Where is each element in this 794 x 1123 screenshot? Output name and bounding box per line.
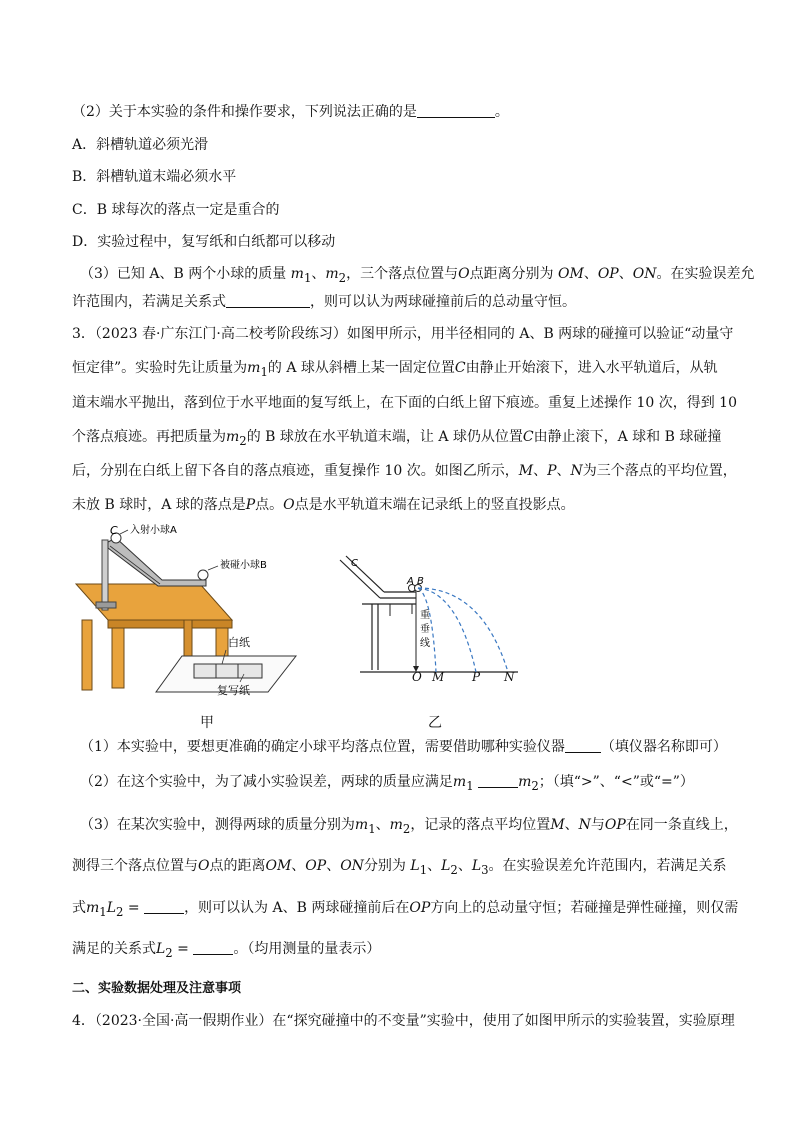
table-leg: [82, 620, 92, 690]
answer-blank[interactable]: [565, 738, 601, 753]
problem-3-line1: 3．（2023 春·广东江门·高二校考阶段练习）如图甲所示，用半径相同的 A、B 两球的碰撞可以验证“动量守: [72, 326, 734, 342]
option-a: A．斜槽轨道必须光滑: [72, 137, 209, 153]
figure-yi-diagram: [332, 556, 532, 686]
sub-question-3-line1: （3）在某次实验中，测得两球的质量分别为$m_1$、$m_2$，记录的落点平均位置M、N与OP在同一条直线上，: [80, 817, 738, 836]
label-ab: A B: [407, 576, 424, 587]
label-target-ball: 被碰小球B: [220, 560, 267, 571]
sub-question-1: （1）本实验中，要想更准确的确定小球平均落点位置，需要借助哪种实验仪器 （填仪器名称即可）: [80, 739, 727, 755]
point-o: O: [412, 670, 422, 684]
figure-jia-caption: 甲: [200, 715, 214, 731]
answer-blank[interactable]: [478, 773, 518, 788]
option-b: B．斜槽轨道末端必须水平: [72, 169, 237, 185]
problem-3-line2: 恒定律”。实验时先让质量为$m_1$的 A 球从斜槽上某一固定位置C由静止开始滚下，进入水平轨道后，从轨: [72, 360, 718, 379]
problem-3-line6: 未放 B 球时，A 球的落点是P点。O点是水平轨道末端在记录纸上的竖直投影点。: [72, 497, 575, 513]
label-plumb-3: 线: [420, 638, 430, 649]
point-m: M: [432, 670, 445, 684]
inclined-track: [108, 538, 206, 586]
problem-3-line5: 后，分别在白纸上留下各自的落点痕迹，重复操作 10 次。如图乙所示，M、P、N为三个落点的平均位置，: [72, 463, 737, 479]
label-white-paper: 白纸: [228, 636, 250, 649]
option-d: D．实验过程中，复写纸和白纸都可以移动: [72, 234, 336, 250]
sub-question-3-line4: 满足的关系式$L_2$ = 。（均用测量的量表示）: [72, 941, 381, 960]
carbon-paper: [194, 664, 262, 678]
figure-yi-caption: 乙: [428, 715, 442, 731]
section-heading: 二、实验数据处理及注意事项: [72, 981, 242, 996]
question-2-stem: （2）关于本实验的条件和操作要求，下列说法正确的是 。: [72, 104, 509, 120]
label-incident-ball: 入射小球A: [130, 525, 177, 536]
question-3-line2: 许范围内，若满足关系式 ，则可以认为两球碰撞前后的总动量守恒。: [72, 294, 576, 310]
sub-question-2: （2）在这个实验中，为了减小实验误差，两球的质量应满足$m_1$ $m_2$；（填“>”、“<”或“=”）: [80, 774, 694, 793]
label-c: C: [351, 558, 358, 569]
ball-b-icon: [198, 570, 208, 580]
answer-blank[interactable]: [144, 899, 184, 914]
answer-blank[interactable]: [193, 940, 233, 955]
answer-blank[interactable]: [226, 293, 310, 308]
figure-jia-apparatus: [72, 524, 312, 704]
answer-blank[interactable]: [417, 103, 495, 118]
point-n: N: [504, 670, 515, 684]
question-3-line1: （3）已知 A、B 两个小球的质量 $m_1$、$m_2$，三个落点位置与O点距离分别为 OM、OP、ON。在实验误差允: [80, 266, 755, 285]
label-plumb-2: 垂: [420, 624, 430, 635]
label-c: C: [110, 524, 118, 537]
sub-question-3-line3: 式$m_1L_2$ = ，则可以认为 A、B 两球碰撞前后在OP方向上的总动量守恒；若碰撞是弹性碰撞，则仅需: [72, 900, 739, 919]
stand-pole: [102, 540, 108, 610]
problem-3-line3: 道末端水平抛出，落到位于水平地面的复写纸上，在下面的白纸上留下痕迹。重复上述操作 10 次，得到 10: [72, 395, 737, 411]
problem-3-line4: 个落点痕迹。再把质量为$m_2$的 B 球放在水平轨道末端，让 A 球仍从位置C由静止滚下，A 球和 B 球碰撞: [72, 429, 722, 448]
sub-question-3-line2: 测得三个落点位置与O点的距离OM、OP、ON分别为 $L_1$、$L_2$、$L_3$。在实验误差允许范围内，若满足关系: [72, 858, 727, 877]
label-plumb-1: 重: [420, 610, 430, 621]
option-c: C．B 球每次的落点一定是重合的: [72, 202, 280, 218]
point-p: P: [472, 670, 481, 684]
label-carbon-paper: 复写纸: [217, 684, 250, 697]
problem-4-line1: 4．（2023·全国·高一假期作业）在“探究碰撞中的不变量”实验中，使用了如图甲所示的实验装置，实验原理: [72, 1013, 735, 1029]
table-leg: [112, 628, 124, 688]
